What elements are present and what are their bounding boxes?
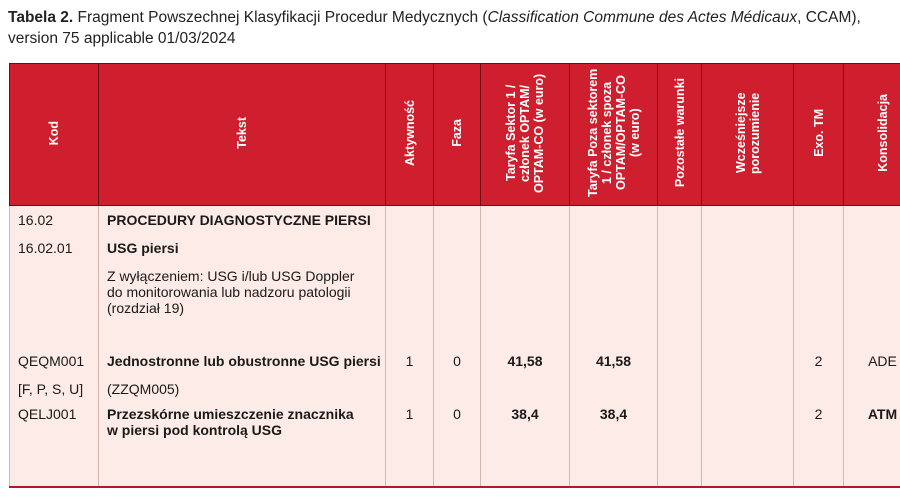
header-wczesniejsze: Wcześniejsze porozumienie	[702, 64, 794, 206]
code-qelj001: QELJ001	[18, 406, 77, 422]
col-aktywnosc	[386, 206, 434, 488]
header-taryfa-sektor1: Taryfa Sektor 1 / członek OPTAM/ OPTAM-CO (w euro)	[481, 64, 570, 206]
text-przezskorne: Przezskórne umieszczenie znacznika w piersi pod kontrolą USG	[107, 406, 354, 438]
caption-text-before: Fragment Powszechnej Klasyfikacji Procedur Medycznych (	[73, 9, 488, 26]
header-kod: Kod	[10, 64, 99, 206]
faza-qeqm001: 0	[453, 353, 461, 369]
ccam-table	[9, 63, 900, 488]
text-procedury: PROCEDURY DIAGNOSTYCZNE PIERSI	[107, 212, 371, 228]
header-faza: Faza	[434, 64, 481, 206]
taryfa2-qeqm001: 41,58	[595, 353, 632, 369]
text-exclusion: Z wyłączeniem: USG i/lub USG Doppler do monitorowania lub nadzoru patologii (rozdział 19)	[107, 268, 355, 316]
taryfa1-qelj001: 38,4	[511, 406, 539, 422]
text-usg-piersi: USG piersi	[107, 240, 179, 256]
col-faza	[434, 206, 481, 488]
faza-qelj001: 0	[453, 406, 461, 422]
table-caption	[8, 7, 892, 49]
col-taryfa-poza	[570, 206, 658, 488]
text-jednostronne: Jednostronne lub obustronne USG piersi	[107, 353, 381, 369]
exo-qeqm001: 2	[814, 353, 823, 369]
header-konsolidacja: Konsolidacja	[844, 64, 900, 206]
aktywnosc-qelj001: 1	[405, 406, 414, 422]
caption-italic: Classification Commune des Actes Médicaux	[487, 9, 798, 26]
header-exo: Exo. TM	[794, 64, 844, 206]
col-exo	[794, 206, 844, 488]
konsolidacja-qeqm001: ADE	[868, 353, 897, 369]
caption-line2: version 75 applicable 01/03/2024	[8, 30, 236, 47]
header-taryfa-poza: Taryfa Poza sektorem 1 / członek spoza OPTAM/OPTAM-CO (w euro)	[570, 64, 658, 206]
table-body-row	[10, 206, 900, 488]
caption-label: Tabela 2.	[8, 9, 74, 26]
konsolidacja-qelj001: ATM	[867, 406, 898, 422]
text-zzqm005: (ZZQM005)	[107, 381, 180, 397]
header-row	[10, 64, 900, 206]
taryfa1-qeqm001: 41,58	[507, 353, 543, 369]
col-kod	[10, 206, 99, 488]
exo-qelj001: 2	[814, 406, 823, 422]
code-qeqm001: QEQM001	[18, 353, 85, 369]
col-pozostale	[658, 206, 702, 488]
taryfa2-qelj001: 38,4	[599, 406, 628, 422]
header-aktywnosc: Aktywność	[386, 64, 434, 206]
code-16-02: 16.02	[18, 212, 54, 228]
col-wczesniejsze	[702, 206, 794, 488]
aktywnosc-qeqm001: 1	[405, 353, 414, 369]
col-tekst	[99, 206, 386, 488]
col-taryfa-sektor1	[481, 206, 570, 488]
code-fpsu: [F, P, S, U]	[18, 381, 84, 397]
caption-text-after: , CCAM),	[797, 9, 861, 26]
header-pozostale: Pozostałe warunki	[658, 64, 702, 206]
header-tekst: Tekst	[99, 64, 386, 206]
code-16-02-01: 16.02.01	[18, 240, 73, 256]
col-konsolidacja	[844, 206, 900, 488]
